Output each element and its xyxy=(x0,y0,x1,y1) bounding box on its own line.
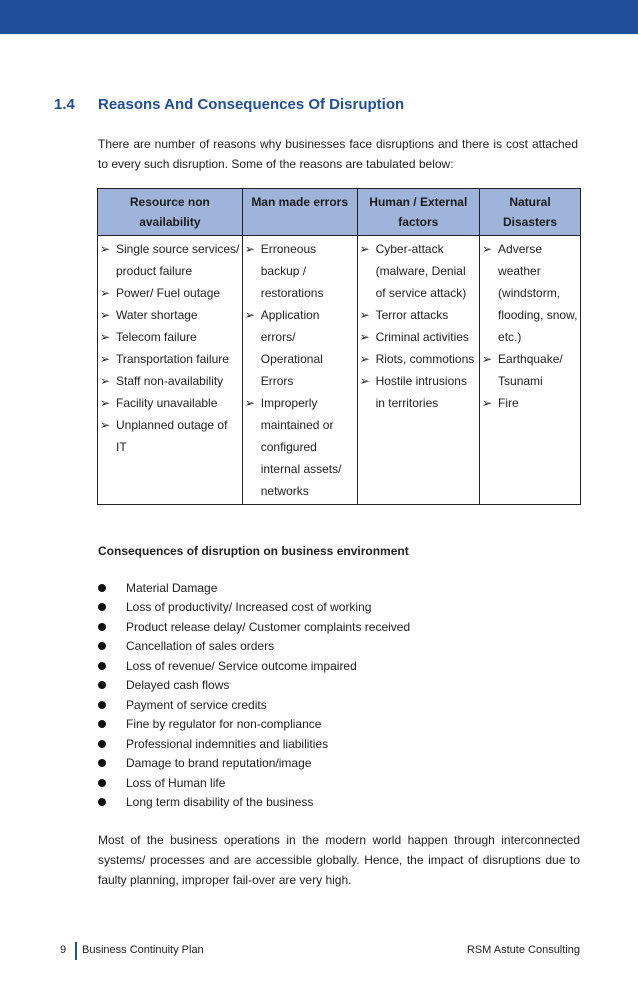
bullet-dot-icon xyxy=(98,662,106,670)
table-bullet: ➢ Cyber-attack (malware, Denial of service attack) xyxy=(360,238,477,304)
table-body-row xyxy=(98,236,581,505)
bullet-dot-icon xyxy=(98,681,106,689)
table-bullet: ➢ Criminal activities xyxy=(360,326,477,348)
arrow-bullet-icon: ➢ xyxy=(100,330,111,344)
arrow-bullet-icon: ➢ xyxy=(100,396,111,410)
list-item: Loss of revenue/ Service outcome impaired xyxy=(98,656,410,676)
arrow-bullet-icon: ➢ xyxy=(100,418,111,432)
table-bullet: ➢ Fire xyxy=(482,392,578,414)
table-bullet: ➢ Facility unavailable xyxy=(100,392,240,414)
table-header-row xyxy=(98,189,581,236)
consequences-list xyxy=(98,578,410,812)
table-bullet: ➢ Terror attacks xyxy=(360,304,477,326)
arrow-bullet-icon: ➢ xyxy=(359,330,370,344)
arrow-bullet-icon: ➢ xyxy=(482,396,493,410)
arrow-bullet-icon: ➢ xyxy=(359,352,370,366)
arrow-bullet-icon: ➢ xyxy=(244,242,255,256)
column-human-external xyxy=(357,236,479,505)
bullet-dot-icon xyxy=(98,759,106,767)
section-number: 1.4 xyxy=(54,96,75,113)
arrow-bullet-icon: ➢ xyxy=(359,374,370,388)
bullet-dot-icon xyxy=(98,798,106,806)
table-bullet: ➢ Hostile intrusions in territories xyxy=(360,370,477,414)
arrow-bullet-icon: ➢ xyxy=(100,242,111,256)
list-item: Payment of service credits xyxy=(98,695,410,715)
top-banner xyxy=(0,0,638,34)
header-human-external: Human / External factors xyxy=(357,189,479,236)
header-resource: Resource non availability xyxy=(98,189,243,236)
list-item: Material Damage xyxy=(98,578,410,598)
arrow-bullet-icon: ➢ xyxy=(482,352,493,366)
section-heading xyxy=(54,96,404,113)
bullet-dot-icon xyxy=(98,603,106,611)
list-item: Professional indemnities and liabilities xyxy=(98,734,410,754)
header-natural: Natural Disasters xyxy=(480,189,581,236)
bullet-dot-icon xyxy=(98,701,106,709)
bullet-dot-icon xyxy=(98,584,106,592)
table-bullet: ➢ Water shortage xyxy=(100,304,240,326)
arrow-bullet-icon: ➢ xyxy=(244,308,255,322)
table-bullet: ➢ Transportation failure xyxy=(100,348,240,370)
arrow-bullet-icon: ➢ xyxy=(100,308,111,322)
arrow-bullet-icon: ➢ xyxy=(244,396,255,410)
table-bullet: ➢ Earthquake/ Tsunami xyxy=(482,348,578,392)
column-natural xyxy=(480,236,581,505)
closing-paragraph: Most of the business operations in the modern world happen through interconnected systems/ processes and are accessible globally. Hence, the impact of disruptions due to faulty planning, improper fail-over are very high. xyxy=(98,833,580,887)
bullet-dot-icon xyxy=(98,623,106,631)
arrow-bullet-icon: ➢ xyxy=(100,352,111,366)
table-bullet: ➢ Application errors/ Operational Errors xyxy=(245,304,355,392)
page-number: 9 xyxy=(60,944,67,956)
header-man-made: Man made errors xyxy=(242,189,357,236)
table-bullet: ➢ Improperly maintained or configured internal assets/ networks xyxy=(245,392,355,502)
arrow-bullet-icon: ➢ xyxy=(359,242,370,256)
company-name: RSM Astute Consulting xyxy=(466,944,580,956)
document-title: Business Continuity Plan xyxy=(82,944,204,956)
arrow-bullet-icon: ➢ xyxy=(482,242,493,256)
intro-paragraph: There are number of reasons why businesses face disruptions and there is cost attached to every such disruption. Some of the reasons are tabulated below: xyxy=(98,137,578,171)
bullet-dot-icon xyxy=(98,779,106,787)
table-bullet: ➢ Unplanned outage of IT xyxy=(100,414,240,458)
footer-divider xyxy=(75,942,77,960)
table-bullet: ➢ Riots, commotions xyxy=(360,348,477,370)
list-item: Fine by regulator for non-compliance xyxy=(98,715,410,735)
list-item: Long term disability of the business xyxy=(98,793,410,813)
reasons-table xyxy=(97,188,581,505)
table-bullet: ➢ Staff non-availability xyxy=(100,370,240,392)
column-man-made xyxy=(242,236,357,505)
list-item: Cancellation of sales orders xyxy=(98,637,410,657)
table-bullet: ➢ Adverse weather (windstorm, flooding, snow, etc.) xyxy=(482,238,578,348)
list-item: Loss of productivity/ Increased cost of working xyxy=(98,598,410,618)
bullet-dot-icon xyxy=(98,720,106,728)
table-bullet: ➢ Power/ Fuel outage xyxy=(100,282,240,304)
list-item: Loss of Human life xyxy=(98,773,410,793)
table-bullet: ➢ Erroneous backup / restorations xyxy=(245,238,355,304)
consequences-heading: Consequences of disruption on business environment xyxy=(98,544,409,558)
arrow-bullet-icon: ➢ xyxy=(100,374,111,388)
table-bullet: ➢ Single source services/ product failure xyxy=(100,238,240,282)
bullet-dot-icon xyxy=(98,642,106,650)
column-resource xyxy=(98,236,243,505)
arrow-bullet-icon: ➢ xyxy=(100,286,111,300)
table-bullet: ➢ Telecom failure xyxy=(100,326,240,348)
list-item: Damage to brand reputation/image xyxy=(98,754,410,774)
arrow-bullet-icon: ➢ xyxy=(359,308,370,322)
section-title: Reasons And Consequences Of Disruption xyxy=(98,96,405,113)
bullet-dot-icon xyxy=(98,740,106,748)
list-item: Product release delay/ Customer complaints received xyxy=(98,617,410,637)
list-item: Delayed cash flows xyxy=(98,676,410,696)
